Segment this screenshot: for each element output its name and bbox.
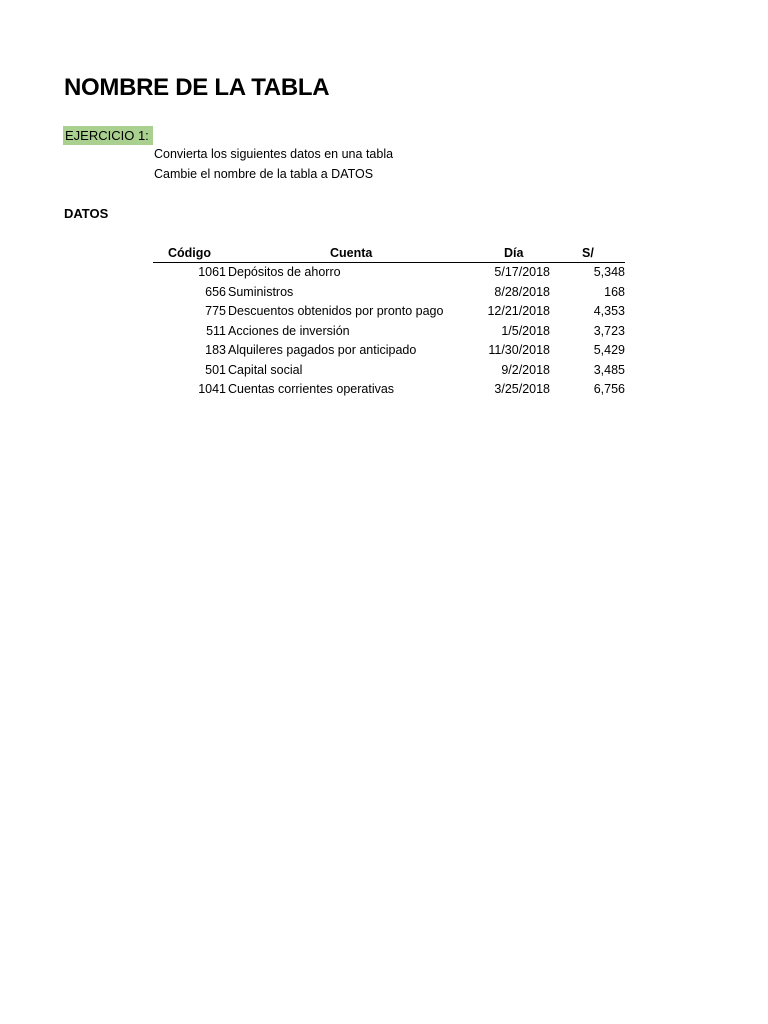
cell-account: Capital social	[228, 362, 303, 377]
table-row	[153, 263, 625, 283]
cell-amount: 4,353	[593, 304, 625, 318]
cell-account: Alquileres pagados por anticipado	[228, 343, 417, 357]
table-row	[153, 322, 625, 342]
table-row	[153, 380, 625, 400]
cell-day: 11/30/2018	[488, 343, 550, 357]
instruction-1: Convierta los siguientes datos en una tabla	[154, 147, 394, 161]
cell-account: Cuentas corrientes operativas	[228, 382, 395, 396]
header-codigo: Código	[168, 246, 212, 260]
cell-amount: 3,723	[593, 323, 625, 338]
header-dia: Día	[504, 246, 524, 260]
table-row	[153, 341, 625, 361]
table-row	[153, 302, 625, 322]
cell-code: 501	[205, 362, 226, 377]
cell-amount: 5,429	[593, 343, 625, 357]
cell-amount: 168	[604, 284, 625, 299]
cell-account: Suministros	[228, 284, 294, 299]
page-title: NOMBRE DE LA TABLA	[64, 74, 330, 101]
cell-account: Descuentos obtenidos por pronto pago	[228, 304, 444, 318]
cell-day: 3/25/2018	[494, 382, 550, 396]
section-label: DATOS	[64, 206, 109, 221]
cell-day: 12/21/2018	[487, 304, 550, 318]
cell-day: 9/2/2018	[501, 362, 550, 377]
cell-code: 1041	[198, 382, 226, 396]
instruction-2: Cambie el nombre de la tabla a DATOS	[154, 167, 374, 181]
data-table	[153, 244, 625, 400]
cell-day: 8/28/2018	[494, 284, 550, 299]
table-header	[153, 244, 625, 263]
cell-day: 5/17/2018	[494, 265, 550, 279]
cell-code: 775	[205, 304, 226, 318]
cell-code: 656	[205, 284, 226, 299]
cell-amount: 6,756	[593, 382, 625, 396]
cell-amount: 3,485	[593, 362, 625, 377]
cell-account: Depósitos de ahorro	[228, 265, 341, 279]
table-row	[153, 283, 625, 303]
table-row	[153, 361, 625, 381]
cell-account: Acciones de inversión	[228, 323, 350, 338]
cell-day: 1/5/2018	[501, 323, 550, 338]
cell-code: 1061	[198, 265, 226, 279]
header-cuenta: Cuenta	[330, 246, 373, 260]
exercise-label: EJERCICIO 1:	[63, 126, 153, 145]
header-amount: S/	[582, 246, 594, 260]
cell-amount: 5,348	[593, 265, 625, 279]
cell-code: 183	[205, 343, 226, 357]
cell-code: 511	[206, 323, 226, 338]
